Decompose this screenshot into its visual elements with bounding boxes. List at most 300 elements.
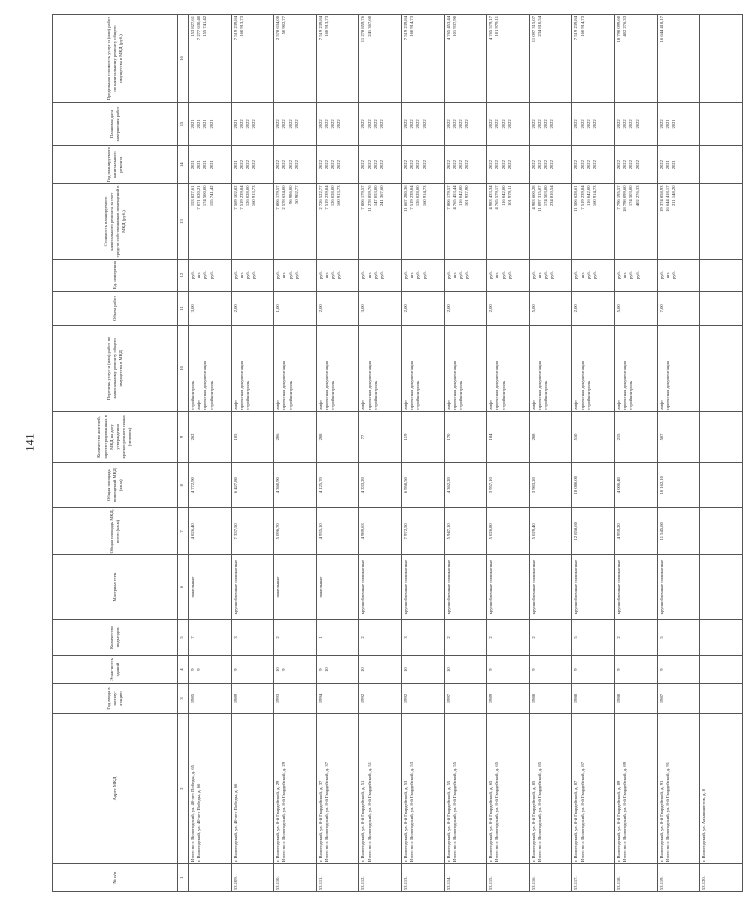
planned-year-line: 2022 <box>238 160 244 170</box>
column-header: Перечень услуг и (или) работ по капитальному ремонту общего имущества в МКД <box>53 325 178 411</box>
floors <box>401 656 444 684</box>
premises-area: 10 162,10 <box>657 463 700 508</box>
column-header: Адрес МКД <box>53 714 178 864</box>
total-area: 5 029,40 <box>529 508 572 555</box>
unit-line: руб. <box>330 271 336 280</box>
floors-line: 9 <box>281 668 287 671</box>
cost-line: 160 914,73 <box>591 185 597 207</box>
unit-line: шт. <box>579 271 585 279</box>
end-date-line: 2021 <box>664 119 670 129</box>
planned-year-line: 2022 <box>464 160 470 170</box>
row-number: 53.113. <box>401 864 444 892</box>
total-area: 4 959,20 <box>614 508 657 555</box>
works-line: проектная документация <box>202 361 208 410</box>
unit-line: руб. <box>591 271 597 280</box>
premises-area: 4 333,20 <box>359 463 402 508</box>
limit-cost-line: 101 979,11 <box>494 16 500 37</box>
unit-line: руб. <box>457 271 463 280</box>
end-date-line: 2022 <box>445 119 451 129</box>
works <box>401 325 444 411</box>
work-volume: 2,00 <box>444 291 487 325</box>
planned-year-line: 2022 <box>549 160 555 170</box>
works-line: проектная документация <box>409 361 415 410</box>
cost-line: 101 937,90 <box>464 185 470 207</box>
column-header: Количество подъездов <box>53 619 178 655</box>
end-date-line: 2022 <box>615 119 621 129</box>
total-area: 4 826,40 <box>189 508 232 555</box>
total-area: 5 096,70 <box>274 508 317 555</box>
unit-line: руб. <box>615 271 621 280</box>
unit-line: руб. <box>573 271 579 280</box>
end-date-line: 2022 <box>372 119 378 129</box>
cost-line: 7 806 179,57 <box>360 185 366 210</box>
cost <box>189 184 232 259</box>
unit-line: руб. <box>293 271 299 280</box>
address <box>572 714 615 864</box>
column-header: Количество жителей, зарегистрированных в МКД на дату утверждения краткосрочного плана (человек) <box>53 411 178 462</box>
end-date-line: 2022 <box>366 119 372 129</box>
end-date-line: 2022 <box>573 119 579 129</box>
end-date-line: 2022 <box>287 119 293 129</box>
table-row <box>316 15 359 892</box>
address-line: Итого по г. Вологодский, ул. 8-й Гвардейской, д. 85 <box>536 762 542 863</box>
unit-line: руб. <box>336 271 342 280</box>
unit-line: руб. <box>287 271 293 280</box>
work-volume: 7,00 <box>657 291 700 325</box>
works <box>572 325 615 411</box>
limit-cost-line: 4 765 453,44 <box>445 16 451 41</box>
end-date-line: 2022 <box>628 119 634 129</box>
residents: 105 <box>231 411 274 462</box>
commission-year: 1988 <box>572 684 615 714</box>
end-date-line: 2022 <box>585 119 591 129</box>
planned-year-line: 2022 <box>372 160 378 170</box>
works <box>231 325 274 411</box>
address <box>316 714 359 864</box>
end-date-line: 2022 <box>238 119 244 129</box>
cost-line: 2 578 634,00 <box>281 185 287 210</box>
cost-line: 116 042,00 <box>457 185 463 206</box>
cost-line: 11 667 280,36 <box>402 185 408 212</box>
planned-year <box>189 145 232 184</box>
limit-cost <box>189 15 232 103</box>
column-header: Год планируемого капитального ремонта <box>53 145 178 184</box>
works-line: стройконтроль <box>372 380 378 410</box>
floors-line: 9 <box>530 668 536 671</box>
cost <box>444 184 487 259</box>
planned-year-line: 2022 <box>281 160 287 170</box>
limit-cost-line: 160 913,73 <box>323 16 329 37</box>
planned-year-line: 2022 <box>445 160 451 170</box>
commission-year: 1989 <box>487 684 530 714</box>
premises-area: 3 983,20 <box>529 463 572 508</box>
work-volume: 3,00 <box>359 291 402 325</box>
cost-line: 11 506 628,61 <box>573 185 579 212</box>
address-line: г. Вологодский, ул. 8-й Гвардейской, д. 85 <box>530 780 536 863</box>
limit-cost <box>572 15 615 103</box>
column-header: Этаж-ность зданий <box>53 656 178 684</box>
cost-line: 126 028,00 <box>330 185 336 207</box>
planned-year-line: 2022 <box>244 160 250 170</box>
unit <box>487 259 530 291</box>
column-header: Объем работ <box>53 291 178 325</box>
cost-line: 234 810,54 <box>549 185 555 207</box>
limit-cost-line: 7 519 239,84 <box>232 16 238 41</box>
planned-year-line: 2021 <box>208 160 214 170</box>
planned-year-line: 2022 <box>323 160 329 170</box>
end-date-line: 2022 <box>591 119 597 129</box>
end-date-line: 2022 <box>494 119 500 129</box>
unit-line: руб. <box>506 271 512 280</box>
address-line: Итого по г. Вологодский, ул. 8-й Гвардейской, д. 37 <box>323 762 329 863</box>
limit-cost <box>316 15 359 103</box>
column-number: 10 <box>178 325 189 411</box>
address-line: г. Вологодский, ул. 8-й Гвардейской, д. 89 <box>615 780 621 863</box>
planned-year <box>444 145 487 184</box>
unit <box>572 259 615 291</box>
commission-year: 1997 <box>444 684 487 714</box>
works <box>529 325 572 411</box>
limit-cost <box>444 15 487 103</box>
column-number: 3 <box>178 684 189 714</box>
address <box>700 714 743 864</box>
floors-line: 9 <box>488 668 494 671</box>
end-date-line: 2022 <box>275 119 281 129</box>
planned-year-line: 2022 <box>628 160 634 170</box>
cost-line: 4 983 600,28 <box>530 185 536 210</box>
end-date-line: 2022 <box>281 119 287 129</box>
wall-material: крупноблочные силикатные <box>401 555 444 619</box>
address-line: Итого по г. Вологодский, ул. 40-лет Победы, д. 65 <box>190 765 195 863</box>
works-line: проектная документация <box>494 361 500 410</box>
unit-line: шт. <box>196 271 202 279</box>
end-date-line: 2022 <box>579 119 585 129</box>
work-volume: 5,00 <box>529 291 572 325</box>
end-date <box>657 103 700 146</box>
column-number: 16 <box>178 15 189 103</box>
cost-line: 126 028,00 <box>244 185 250 207</box>
works-line: проектная документация <box>622 361 628 410</box>
address <box>274 714 317 864</box>
limit-cost-line: 101 937,90 <box>451 16 457 37</box>
table-row <box>614 15 657 892</box>
unit-line: руб. <box>445 271 451 280</box>
entrances: 5 <box>657 619 700 655</box>
column-header: Стоимость планируемого капитального ремонта за счет средств собственников помещений в МКД (руб.) <box>53 184 178 259</box>
floors-line: 10 <box>323 667 329 672</box>
wall-material: панельные <box>274 555 317 619</box>
cost-line: 19 374 858,93 <box>658 185 664 212</box>
unit <box>700 259 743 291</box>
unit-line: руб. <box>421 271 427 280</box>
works-line: лифт <box>232 400 238 410</box>
cost-line: 7 806 179,57 <box>445 185 451 210</box>
table-row <box>572 15 615 892</box>
limit-cost-line: 50 902,77 <box>281 16 287 35</box>
wall-material: крупноблочные силикатные <box>231 555 274 619</box>
works-line: стройконтроль <box>208 380 214 410</box>
cost-line: 116 042,00 <box>585 185 591 206</box>
rotated-table-container <box>52 14 707 892</box>
unit-line: шт. <box>664 271 670 279</box>
planned-year <box>614 145 657 184</box>
planned-year <box>487 145 530 184</box>
address-line: Итого по г. Вологодский, ул. 8-й Гвардейской, д. 29 <box>281 762 287 863</box>
column-header: Общая площадь МКД, всего (кв.м) <box>53 508 178 555</box>
residents: 119 <box>401 411 444 462</box>
wall-material: крупноблочные силикатные <box>614 555 657 619</box>
column-number: 9 <box>178 411 189 462</box>
planned-year-line: 2021 <box>202 160 208 170</box>
works-line: стройконтроль <box>457 380 463 410</box>
floors-line: 9 <box>615 668 621 671</box>
cost-line: 7 519 239,84 <box>323 185 329 210</box>
limit-cost-line: 11 278 859,76 <box>360 16 366 43</box>
limit-cost <box>401 15 444 103</box>
planned-year-line: 2022 <box>494 160 500 170</box>
entrances: 1 <box>316 619 359 655</box>
row-number: 53.111. <box>316 864 359 892</box>
entrances: 5 <box>572 619 615 655</box>
cost-line: 153 827,61 <box>190 185 195 207</box>
entrances: 2 <box>274 619 317 655</box>
unit-line: руб. <box>275 271 281 280</box>
unit-line: руб. <box>658 271 664 280</box>
planned-year-line: 2022 <box>293 160 299 170</box>
planned-year-line: 2022 <box>336 160 342 170</box>
end-date-line: 2022 <box>409 119 415 129</box>
limit-cost <box>359 15 402 103</box>
works-line: лифт <box>317 400 323 410</box>
unit-line: шт. <box>366 271 372 279</box>
end-date <box>359 103 402 146</box>
works-line: лифт <box>615 400 621 410</box>
address-line: г. Вологодский, ул. 40-лет Победы, д. 66 <box>196 783 202 863</box>
limit-cost-line: 11 097 315,07 <box>530 16 536 43</box>
address <box>657 714 700 864</box>
limit-cost <box>657 15 700 103</box>
works <box>614 325 657 411</box>
table-row <box>401 15 444 892</box>
end-date-line: 2021 <box>208 119 214 129</box>
cost <box>316 184 359 259</box>
floors-line: 9 <box>232 668 238 671</box>
unit-line: руб. <box>543 271 549 280</box>
planned-year-line: 2021 <box>190 160 195 170</box>
cost-line: 7 519 239,84 <box>238 185 244 210</box>
address-line: г. Вологодский, ул. 8-й Гвардейской, д. 37 <box>317 780 323 863</box>
wall-material <box>700 555 743 619</box>
cost <box>274 184 317 259</box>
works-line: лифт <box>196 400 202 410</box>
floors <box>614 656 657 684</box>
row-number: 53.109. <box>231 864 274 892</box>
residents: 510 <box>572 411 615 462</box>
limit-cost-line: 402 276,33 <box>622 16 628 37</box>
planned-year-line: 2022 <box>622 160 628 170</box>
limit-cost-line: 16 644 418,17 <box>658 16 664 43</box>
address-line: Итого по г. Вологодский, ул. 8-й Гвардейской, д. 51 <box>366 762 372 863</box>
planned-year-line: 2022 <box>536 160 542 170</box>
floors <box>274 656 317 684</box>
cost <box>231 184 274 259</box>
end-date-line: 2022 <box>622 119 628 129</box>
planned-year <box>359 145 402 184</box>
works-line: лифт <box>445 400 451 410</box>
table-row <box>189 15 232 892</box>
address <box>401 714 444 864</box>
column-number: 6 <box>178 555 189 619</box>
work-volume: 5,00 <box>614 291 657 325</box>
planned-year <box>700 145 743 184</box>
unit-line: шт. <box>238 271 244 279</box>
work-volume: 2,00 <box>316 291 359 325</box>
limit-cost-line: 18 798 099,60 <box>615 16 621 43</box>
address <box>359 714 402 864</box>
row-number: 53.114. <box>444 864 487 892</box>
unit-line: руб. <box>488 271 494 280</box>
unit-line: шт. <box>622 271 628 279</box>
works-line: проектная документация <box>323 361 329 410</box>
limit-cost-line: 7 519 239,84 <box>573 16 579 41</box>
cost-line: 211 148,20 <box>670 185 676 206</box>
row-number: 53.110. <box>274 864 317 892</box>
premises-area: 6 958,50 <box>401 463 444 508</box>
table-row <box>529 15 572 892</box>
table-body <box>189 15 743 892</box>
cost-line: 2 726 522,77 <box>317 185 323 210</box>
entrances: 2 <box>529 619 572 655</box>
works-line: проектная документация <box>664 361 670 410</box>
wall-material: крупноблочные силикатные <box>657 555 700 619</box>
works-line: проектная документация <box>238 361 244 410</box>
end-date-line: 2022 <box>336 119 342 129</box>
limit-cost-line: 160 914,73 <box>409 16 415 37</box>
planned-year-line: 2022 <box>615 160 621 170</box>
cost <box>614 184 657 259</box>
unit-line: руб. <box>378 271 384 280</box>
cost-line: 4 765 579,17 <box>494 185 500 210</box>
planned-year-line: 2021 <box>196 160 202 170</box>
address <box>444 714 487 864</box>
wall-material: крупноблочные силикатные <box>444 555 487 619</box>
limit-cost <box>614 15 657 103</box>
row-number: 53.119. <box>657 864 700 892</box>
end-date-line: 2022 <box>488 119 494 129</box>
commission-year: 1992 <box>401 684 444 714</box>
column-header: Ед. измерения <box>53 259 178 291</box>
planned-year-line: 2022 <box>421 160 427 170</box>
column-number: 7 <box>178 508 189 555</box>
floors-line: 10 <box>360 667 366 672</box>
column-header: Общая площадь помещений МКД (кв.м) <box>53 463 178 508</box>
unit-line: шт. <box>409 271 415 279</box>
unit-line: шт. <box>281 271 287 279</box>
floors <box>316 656 359 684</box>
planned-year-line: 2022 <box>251 160 257 170</box>
end-date-line: 2021 <box>670 119 676 129</box>
end-date-line: 2022 <box>360 119 366 129</box>
planned-year <box>316 145 359 184</box>
end-date-line: 2022 <box>457 119 463 129</box>
end-date-line: 2022 <box>330 119 336 129</box>
cost-line: 11 097 315,07 <box>536 185 542 212</box>
planned-year-line: 2022 <box>287 160 293 170</box>
wall-material: крупноблочные силикатные <box>572 555 615 619</box>
premises-area: 3 957,10 <box>487 463 530 508</box>
end-date <box>401 103 444 146</box>
end-date <box>614 103 657 146</box>
address-line: г. Вологодский, ул. 8-й Гвардейской, д. 65 <box>488 780 494 863</box>
cost-line: 11 278 859,76 <box>366 185 372 212</box>
planned-year-line: 2022 <box>457 160 463 170</box>
residents: 262 <box>189 411 232 462</box>
limit-cost-line: 160 913,73 <box>238 16 244 37</box>
cost-line: 147 053,00 <box>372 185 378 207</box>
limit-cost-line: 7 519 239,84 <box>317 16 323 41</box>
planned-year-line: 2022 <box>579 160 585 170</box>
cost <box>572 184 615 259</box>
wall-material: крупноблочные силикатные <box>359 555 402 619</box>
limit-cost <box>700 15 743 103</box>
table-row <box>700 15 743 892</box>
limit-cost-line: 2 578 634,00 <box>275 16 281 41</box>
column-number: 11 <box>178 291 189 325</box>
table-row <box>487 15 530 892</box>
limit-cost-line: 4 765 579,17 <box>488 16 494 41</box>
residents: 208 <box>316 411 359 462</box>
works-line: стройконтроль <box>287 380 293 410</box>
end-date-line: 2022 <box>500 119 506 129</box>
unit-line: руб. <box>208 271 214 280</box>
works-line: стройконтроль <box>585 380 591 410</box>
works-line: стройконтроль <box>500 380 506 410</box>
planned-year <box>529 145 572 184</box>
premises-area: 10 080,00 <box>572 463 615 508</box>
works <box>444 325 487 411</box>
table-row <box>657 15 700 892</box>
planned-year-line: 2022 <box>317 160 323 170</box>
end-date-line: 2022 <box>251 119 257 129</box>
end-date-line: 2022 <box>244 119 250 129</box>
cost-line: 7 519 239,84 <box>409 185 415 210</box>
commission-year: 1992 <box>359 684 402 714</box>
wall-material: панельные <box>316 555 359 619</box>
commission-year: 1994 <box>316 684 359 714</box>
address-line: Итого по г. Вологодский, ул. 8-й Гвардейской, д. 55 <box>451 762 457 863</box>
end-date <box>572 103 615 146</box>
planned-year-line: 2022 <box>409 160 415 170</box>
end-date-line: 2022 <box>658 119 664 129</box>
total-area: 11 545,80 <box>657 508 700 555</box>
unit-line: руб. <box>549 271 555 280</box>
end-date-line: 2022 <box>323 119 329 129</box>
cost <box>487 184 530 259</box>
planned-year-line: 2022 <box>488 160 494 170</box>
row-number <box>189 864 232 892</box>
column-number: 1 <box>178 864 189 892</box>
works-line: стройконтроль <box>190 380 195 410</box>
commission-year: 1989 <box>231 684 274 714</box>
address-line: Итого по г. Вологодский, ул. 8-й Гвардейской, д. 91 <box>664 762 670 863</box>
repair-plan-table <box>52 14 743 892</box>
floors-line: 10 <box>445 667 451 672</box>
work-volume: 2,00 <box>487 291 530 325</box>
row-number: 53.120. <box>700 864 743 892</box>
cost-line: 101 979,11 <box>506 185 512 206</box>
cost-line: 174 500,00 <box>202 185 208 207</box>
limit-cost-line: 7 277 630,40 <box>196 16 202 41</box>
